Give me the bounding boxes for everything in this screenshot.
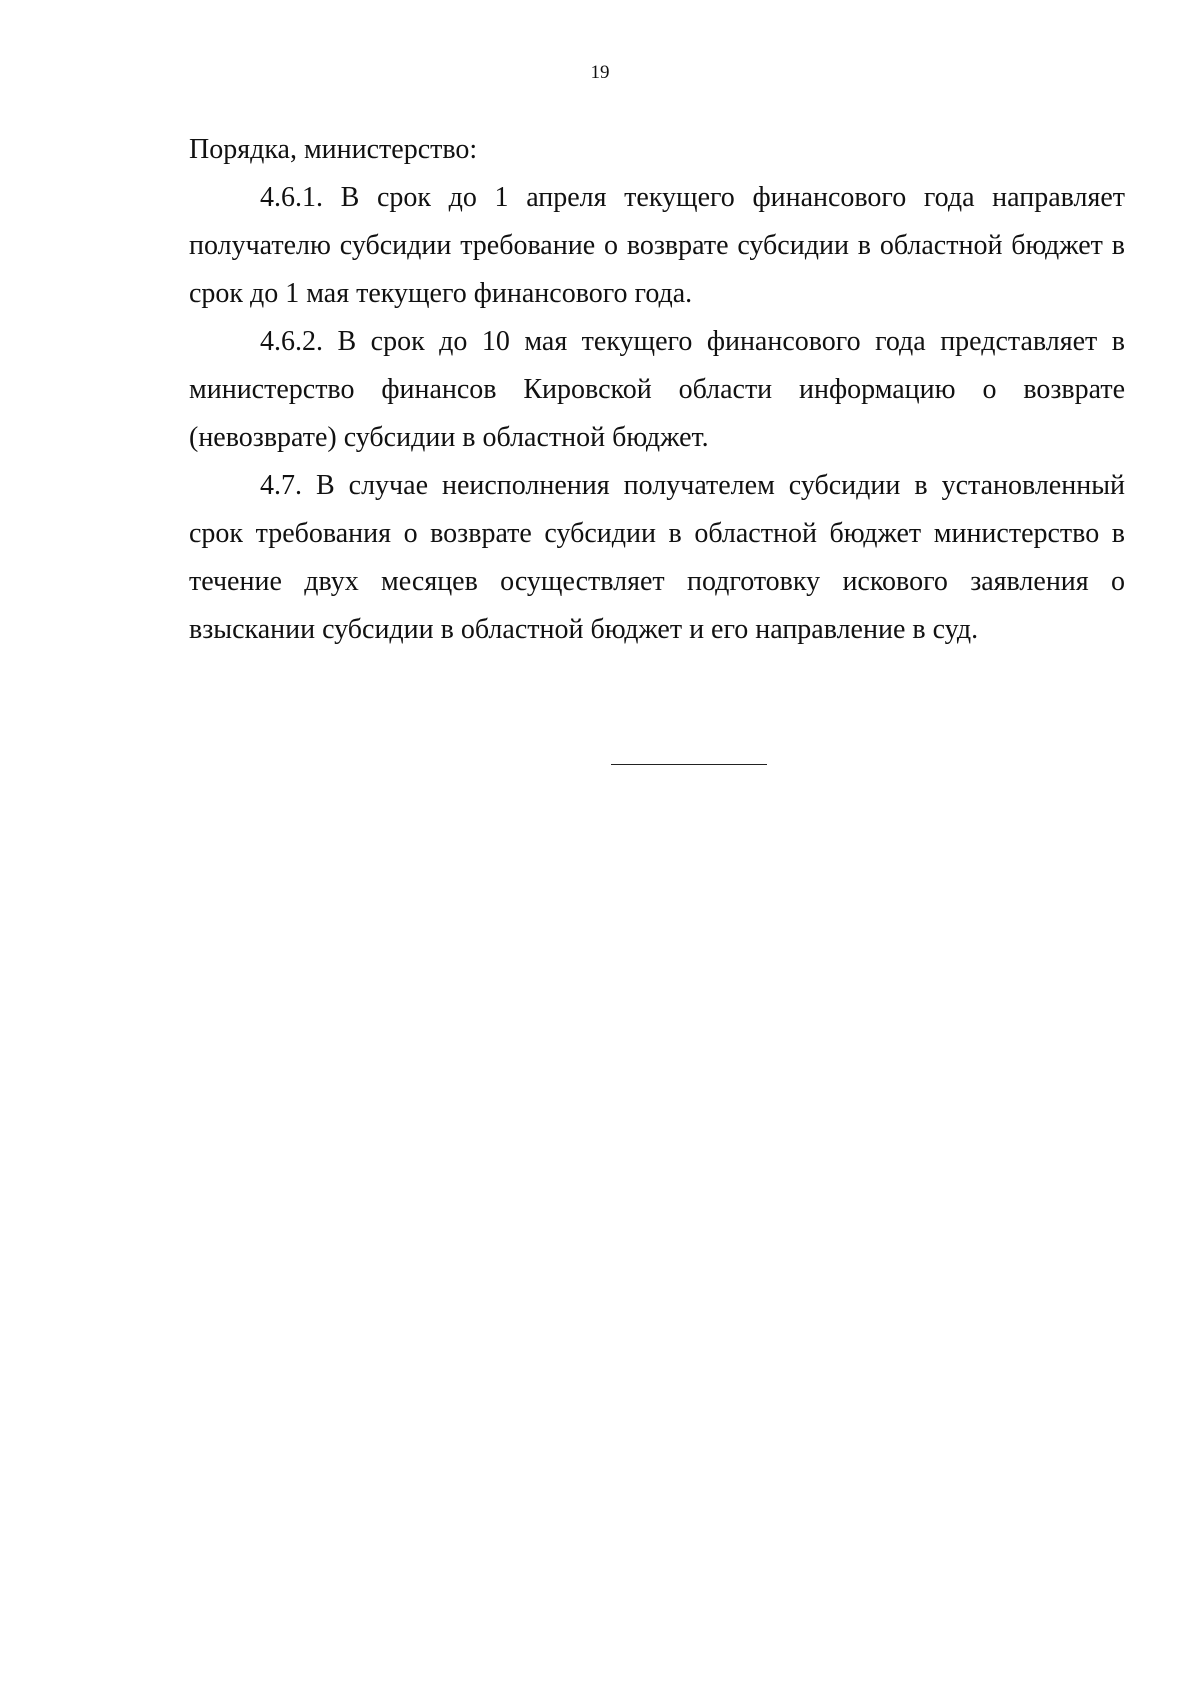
paragraph-continuation: Порядка, министерство:: [189, 134, 478, 165]
page-number: 19: [590, 62, 610, 83]
paragraph-4-6-2: 4.6.2. В срок до 10 мая текущего финансового года представляет в министерство финансов Кировской области информацию о возврате (невозврате) субсидии в областной бюджет.: [189, 326, 1125, 453]
document-body: [189, 126, 1125, 654]
paragraph-4-6-1: 4.6.1. В срок до 1 апреля текущего финансового года направляет получателю субсидии требование о возврате субсидии в областной бюджет в срок до 1 мая текущего финансового года.: [189, 182, 1125, 309]
paragraph-4-7: 4.7. В случае неисполнения получателем субсидии в установленный срок требования о возврате субсидии в областной бюджет министерство в течение двух месяцев осуществляет подготовку искового заявления о взыскании субсидии в областной бюджет и его направление в суд.: [189, 470, 1125, 645]
end-of-document-rule: [611, 764, 767, 765]
